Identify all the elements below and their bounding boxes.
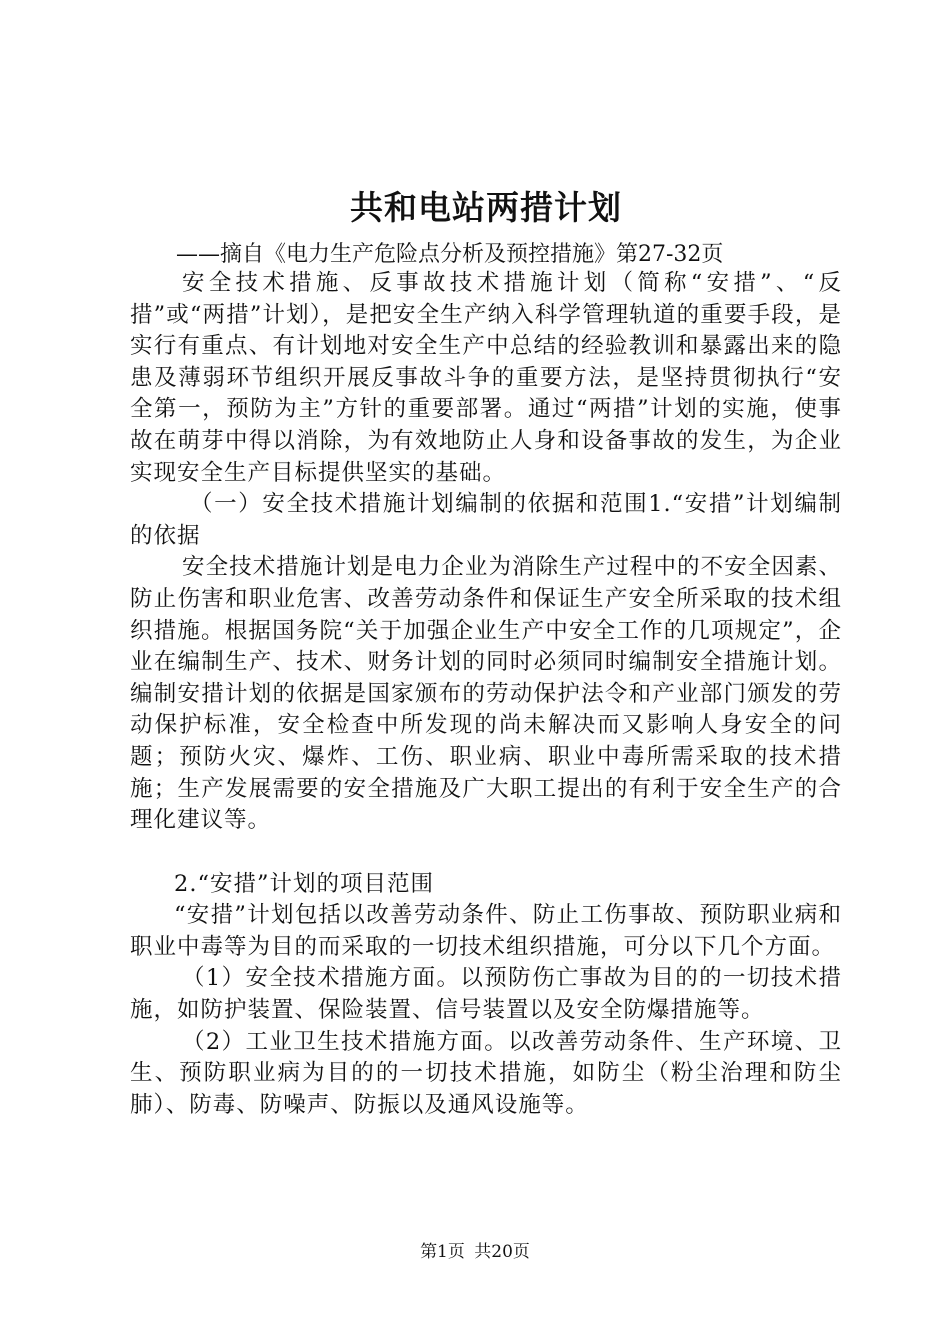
document-subtitle: ——摘自《电力生产危险点分析及预控措施》第27-32页 [176, 242, 724, 267]
section-heading-1: （一）安全技术措施计划编制的依据和范围1.“安措”计划编制的依据 [130, 491, 842, 549]
page-footer [0, 1240, 950, 1264]
paragraph-intro: 安全技术措施、反事故技术措施计划（简称“安措”、“反措”或“两措”计划），是把安全生产纳入科学管理轨道的重要手段，是实行有重点、有计划地对安全生产中总结的经验教训和暴露出来的隐患及薄弱环节组织开展反事故斗争的重要方法，是坚持贯彻执行“安全第一，预防为主”方针的重要部署。通过“两措”计划的实施，使事故在萌芽中得以消除，为有效地防止人身和设备事故的发生，为企业实现安全生产目标提供坚实的基础。 [130, 270, 842, 486]
page-total: 共20页 [474, 1242, 530, 1262]
paragraph-item-2: （2）工业卫生技术措施方面。以改善劳动条件、生产环境、卫生、预防职业病为目的的一切技术措施，如防尘（粉尘治理和防尘肺）、防毒、防噪声、防振以及通风设施等。 [130, 1028, 842, 1118]
paragraph-spacer [130, 837, 842, 869]
page-number: 第1页 [420, 1242, 465, 1262]
paragraph-item-1: （1）安全技术措施方面。以预防伤亡事故为目的的一切技术措施，如防护装置、保险装置、信号装置以及安全防爆措施等。 [130, 965, 842, 1024]
paragraph-basis: 安全技术措施计划是电力企业为消除生产过程中的不安全因素、防止伤害和职业危害、改善劳动条件和保证生产安全所采取的技术组织措施。根据国务院“关于加强企业生产中安全工作的几项规定”，企业在编制生产、技术、财务计划的同时必须同时编制安全措施计划。编制安措计划的依据是国家颁布的劳动保护法令和产业部门颁发的劳动保护标准，安全检查中所发现的尚未解决而又影响人身安全的问题；预防火灾、爆炸、工伤、职业病、职业中毒所需采取的技术措施；生产发展需要的安全措施及广大职工提出的有利于安全生产的合理化建议等。 [130, 554, 842, 834]
document-title: 共和电站两措计划 [350, 188, 622, 227]
section-heading-2: 2.“安措”计划的项目范围 [174, 870, 434, 897]
paragraph-scope: “安措”计划包括以改善劳动条件、防止工伤事故、预防职业病和职业中毒等为目的而采取的一切技术组织措施，可分以下几个方面。 [130, 902, 842, 960]
document-body [130, 268, 842, 1121]
